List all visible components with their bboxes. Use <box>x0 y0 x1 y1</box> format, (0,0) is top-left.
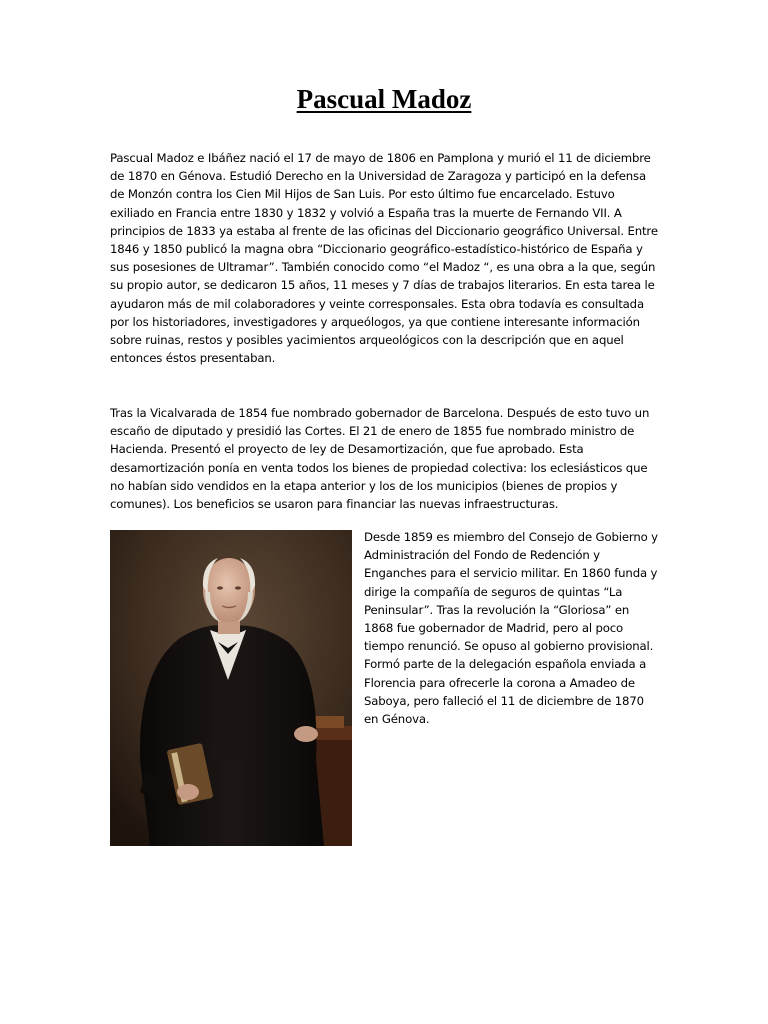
portrait-image <box>110 530 352 846</box>
paragraph-political-career: Tras la Vicalvarada de 1854 fue nombrado gobernador de Barcelona. Después de esto tuvo un escaño de diputado y presidió las Cortes. El 21 de enero de 1855 fue nombrado ministro de Hacienda. Presentó el proyecto de ley de Desamortización, que fue aprobado. Esta desamortización ponía en venta todos los bienes de propiedad colectiva: los eclesiásticos que no habían sido vendidos en la etapa anterior y los de los municipios (bienes de propios y comunes). Los beneficios se usaron para financiar las nuevas infraestructuras. <box>110 406 650 512</box>
paragraph-later-life: Desde 1859 es miembro del Consejo de Gobierno y Administración del Fondo de Redención y Enganches para el servicio militar. En 1860 funda y dirige la compañía de seguros de quintas “La Peninsular”. Tras la revolución la “Gloriosa” en 1868 fue gobernador de Madrid, pero al poco tiempo renunció. Se opuso al gobierno provisional. Formó parte de la delegación española enviada a Florencia para ofrecerle la corona a Amadeo de Saboya, pero falleció el 11 de diciembre de 1870 en Génova. <box>364 530 658 727</box>
page-title: Pascual Madoz <box>296 84 472 114</box>
portrait-painting-icon <box>110 530 352 846</box>
paragraph-biography: Pascual Madoz e Ibáñez nació el 17 de mayo de 1806 en Pamplona y murió el 11 de diciembre de 1870 en Génova. Estudió Derecho en la Universidad de Zaragoza y participó en la defensa de Monzón contra los Cien Mil Hijos de San Luis. Por esto último fue encarcelado. Estuvo exiliado en Francia entre 1830 y 1832 y volvió a España tras la muerte de Fernando VII. A principios de 1833 ya estaba al frente de las oficinas del Diccionario geográfico Universal. Entre 1846 y 1850 publicó la magna obra “Diccionario geográfico-estadístico-histórico de España y sus posesiones de Ultramar”. También conocido como “el Madoz “, es una obra a la que, según su propio autor, se dedicaron 15 años, 11 meses y 7 días de trabajos literarios. En esta tarea le ayudaron más de mil colaboradores y veinte corresponsales. Esta obra todavía es consultada por los historiadores, investigadores y arqueólogos, ya que contiene interesante información sobre ruinas, restos y posibles yacimientos arqueológicos con la descripción que en aquel entonces éstos presentaban. <box>110 151 658 366</box>
